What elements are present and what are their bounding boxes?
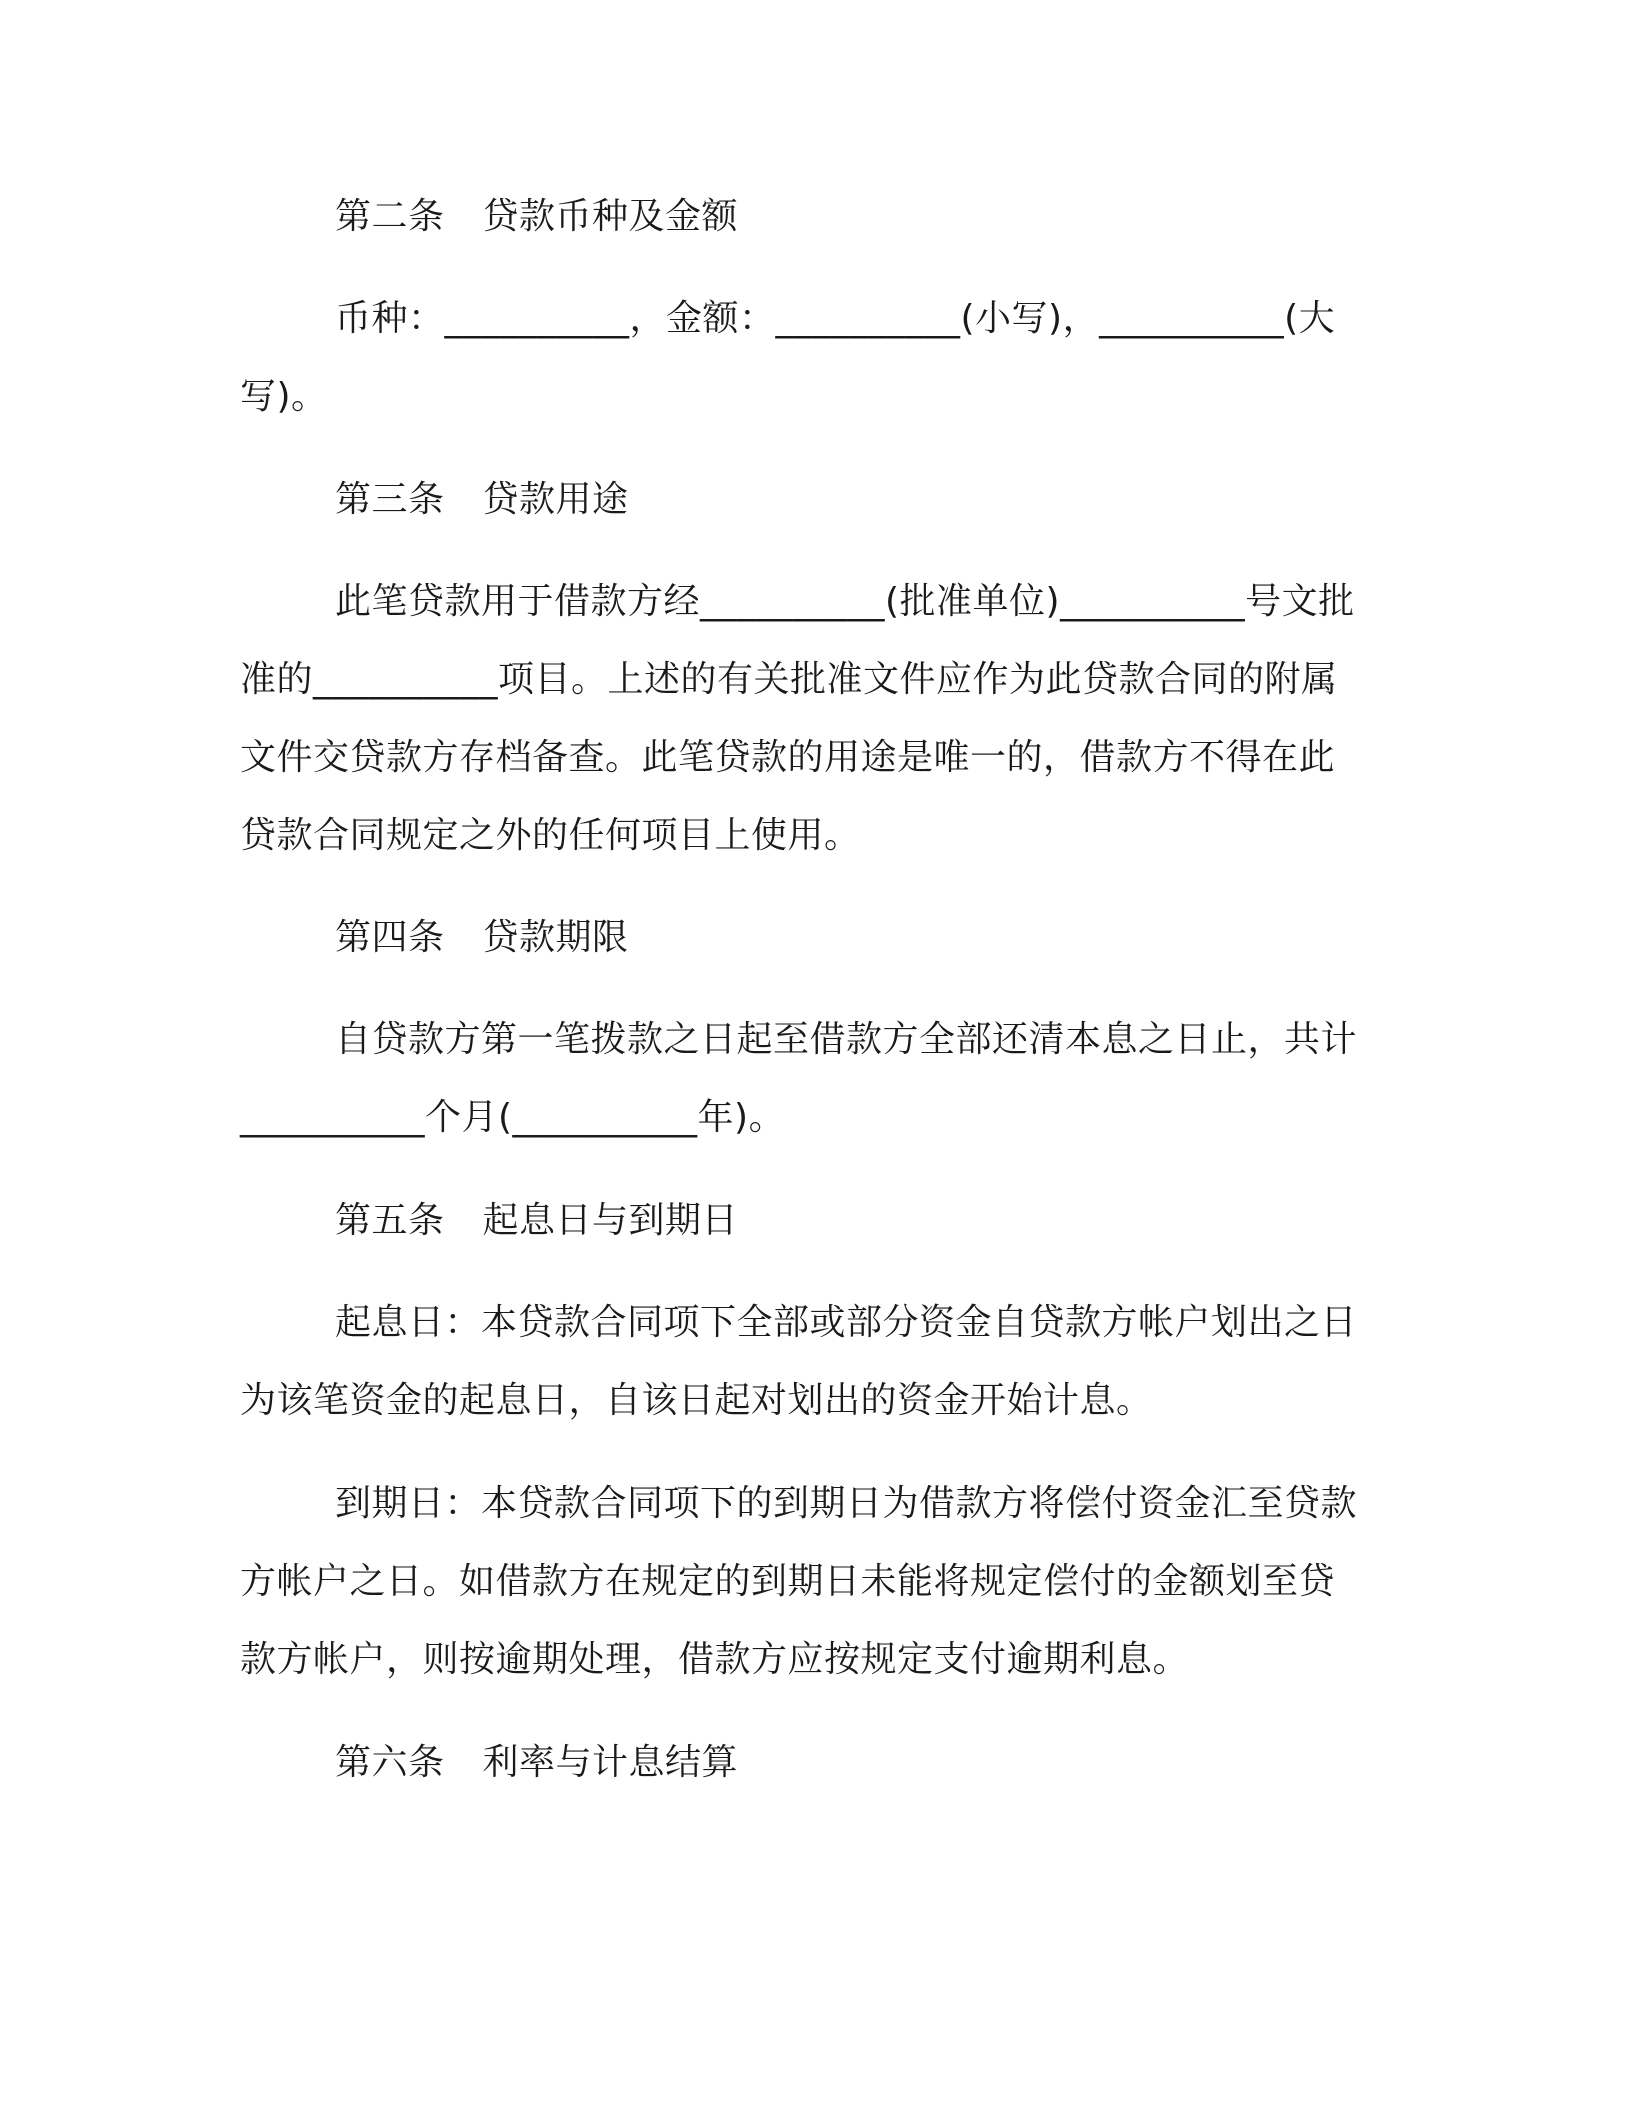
article-2-line-1: 币种：__________，金额：__________(小写)，__________(大 [335, 298, 1336, 339]
article-3-line-3: 文件交贷款方存档备查。此笔贷款的用途是唯一的，借款方不得在此 [240, 737, 1336, 778]
article-5-title: 起息日与到期日 [482, 1200, 739, 1241]
article-3-title: 贷款用途 [482, 479, 629, 520]
article-6-title: 利率与计息结算 [482, 1742, 739, 1783]
article-3-number: 第三条 [335, 479, 445, 520]
article-5-heading [335, 1197, 1380, 1245]
article-3-heading [335, 476, 1380, 524]
article-5-para-2-line-1: 到期日：本贷款合同项下的到期日为借款方将偿付资金汇至贷款 [335, 1483, 1358, 1524]
article-6-heading [335, 1739, 1380, 1787]
article-4-line-1: 自贷款方第一笔拨款之日起至借款方全部还清本息之日止，共计 [335, 1019, 1358, 1060]
article-3-line-4: 贷款合同规定之外的任何项目上使用。 [240, 815, 861, 856]
article-5-para-2-line-3: 款方帐户，则按逾期处理，借款方应按规定支付逾期利息。 [240, 1639, 1190, 1680]
article-4-line-2: __________个月(__________年)。 [240, 1097, 786, 1138]
article-4-title: 贷款期限 [482, 917, 629, 958]
article-2-heading [335, 193, 1380, 241]
article-5-para-1-line-2: 为该笔资金的起息日，自该日起对划出的资金开始计息。 [240, 1380, 1153, 1421]
article-5-para-2-line-2: 方帐户之日。如借款方在规定的到期日未能将规定偿付的金额划至贷 [240, 1561, 1336, 1602]
article-5-para-1-line-1: 起息日：本贷款合同项下全部或部分资金自贷款方帐户划出之日 [335, 1302, 1358, 1343]
article-2-line-2: 写)。 [240, 376, 328, 417]
article-6-number: 第六条 [335, 1742, 445, 1783]
article-3-line-2: 准的__________项目。上述的有关批准文件应作为此贷款合同的附属 [240, 659, 1338, 700]
article-3-line-1: 此笔贷款用于借款方经__________(批准单位)__________号文批 [335, 581, 1355, 622]
article-4-number: 第四条 [335, 917, 445, 958]
article-2-title: 贷款币种及金额 [482, 196, 739, 237]
article-5-number: 第五条 [335, 1200, 445, 1241]
article-2-number: 第二条 [335, 196, 445, 237]
article-4-heading [335, 914, 1380, 962]
